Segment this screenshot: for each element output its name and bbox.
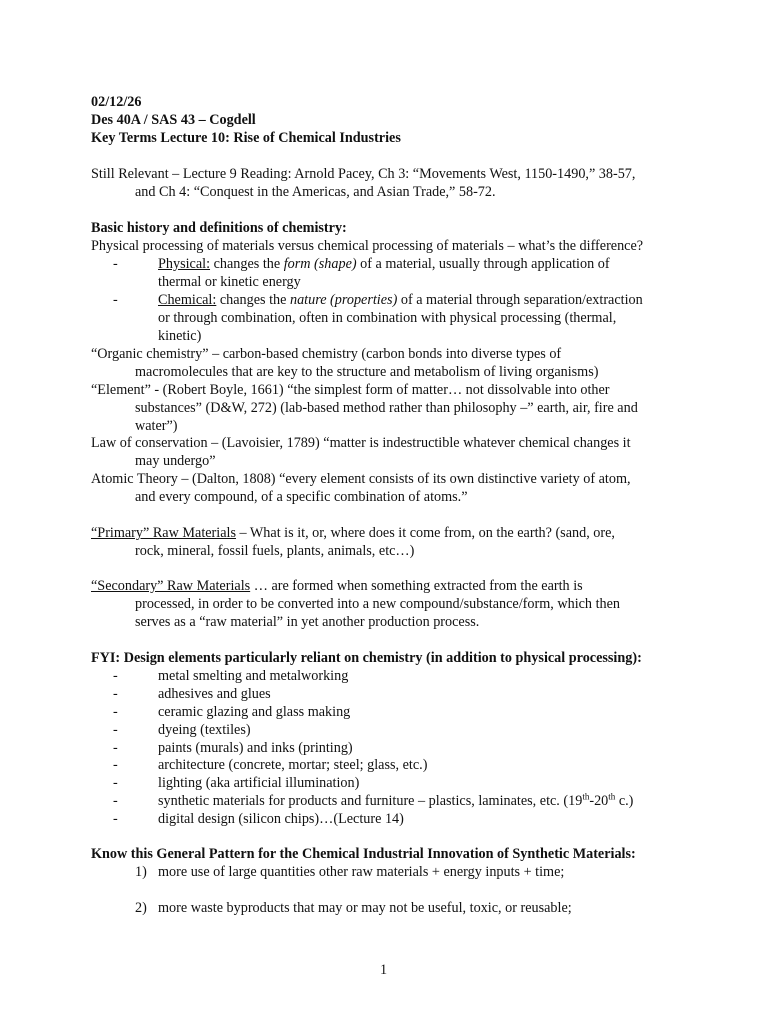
bullet-dash: - — [113, 740, 118, 756]
bullet-dash: - — [113, 704, 118, 720]
list-item: paints (murals) and inks (printing) — [158, 740, 353, 756]
processing-question: Physical processing of materials versus chemical processing of materials – what’s the difference? — [91, 238, 644, 254]
chemical-definition-line-2: or through combination, often in combination with physical processing (thermal, — [158, 310, 617, 326]
element-line-1: “Element” - (Robert Boyle, 1661) “the simplest form of matter… not dissolvable into other — [91, 382, 610, 398]
pattern-heading: Know this General Pattern for the Chemical Industrial Innovation of Synthetic Materials: — [91, 846, 636, 862]
primary-term: “Primary” Raw Materials — [91, 525, 236, 541]
list-number: 1) — [135, 864, 147, 880]
bullet-dash: - — [113, 256, 118, 272]
doc-date: 02/12/26 — [91, 94, 142, 110]
physical-definition: Physical: changes the form (shape) of a material, usually through application of — [158, 256, 610, 272]
list-item: architecture (concrete, mortar; steel; glass, etc.) — [158, 757, 428, 773]
bullet-dash: - — [113, 757, 118, 773]
physical-definition-line-2: thermal or kinetic energy — [158, 274, 301, 290]
chemical-term: Chemical: — [158, 292, 217, 308]
physical-term: Physical: — [158, 256, 211, 272]
page-number: 1 — [380, 962, 388, 978]
secondary-line-2: processed, in order to be converted into a new compound/substance/form, which then — [135, 596, 620, 612]
conservation-line-2: may undergo” — [135, 453, 216, 469]
lecture-title: Key Terms Lecture 10: Rise of Chemical Industries — [91, 130, 401, 146]
bullet-dash: - — [113, 811, 118, 827]
course-title: Des 40A / SAS 43 – Cogdell — [91, 112, 256, 128]
list-item: digital design (silicon chips)…(Lecture 14) — [158, 811, 404, 827]
physical-emphasis: form (shape) — [283, 256, 357, 272]
atomic-theory-line-2: and every compound, of a specific combination of atoms.” — [135, 489, 468, 505]
primary-raw-materials: “Primary” Raw Materials – What is it, or, where does it come from, on the earth? (sand, ore, — [91, 525, 615, 541]
list-item: metal smelting and metalworking — [158, 668, 349, 684]
element-line-3: water”) — [135, 418, 178, 434]
fyi-heading: FYI: Design elements particularly reliant on chemistry (in addition to physical processing): — [91, 650, 642, 666]
secondary-term: “Secondary” Raw Materials — [91, 578, 251, 594]
bullet-dash: - — [113, 668, 118, 684]
bullet-dash: - — [113, 775, 118, 791]
bullet-dash: - — [113, 722, 118, 738]
atomic-theory-line-1: Atomic Theory – (Dalton, 1808) “every element consists of its own distinctive variety of atom, — [91, 471, 631, 487]
list-item: more waste byproducts that may or may not be useful, toxic, or reusable; — [158, 900, 572, 916]
list-item: ceramic glazing and glass making — [158, 704, 351, 720]
element-line-2: substances” (D&W, 272) (lab-based method rather than philosophy –” earth, air, fire and — [135, 400, 638, 416]
primary-line-2: rock, mineral, fossil fuels, plants, animals, etc…) — [135, 543, 415, 559]
list-item: more use of large quantities other raw materials + energy inputs + time; — [158, 864, 565, 880]
list-item: dyeing (textiles) — [158, 722, 251, 738]
list-item: synthetic materials for products and furniture – plastics, laminates, etc. (19th-20th c.) — [158, 791, 634, 809]
secondary-raw-materials: “Secondary” Raw Materials … are formed when something extracted from the earth is — [91, 578, 583, 594]
chemical-definition-line-3: kinetic) — [158, 328, 202, 344]
conservation-line-1: Law of conservation – (Lavoisier, 1789) “matter is indestructible whatever chemical changes it — [91, 435, 631, 451]
bullet-dash: - — [113, 292, 118, 308]
chemical-definition: Chemical: changes the nature (properties) of a material through separation/extraction — [158, 292, 643, 308]
chemical-emphasis: nature (properties) — [289, 292, 398, 308]
organic-chemistry-line-2: macromolecules that are key to the structure and metabolism of living organisms) — [135, 364, 599, 380]
organic-chemistry-line-1: “Organic chemistry” – carbon-based chemistry (carbon bonds into diverse types of — [91, 346, 562, 362]
bullet-dash: - — [113, 686, 118, 702]
still-relevant-line-2: and Ch 4: “Conquest in the Americas, and Asian Trade,” 58-72. — [135, 184, 496, 200]
secondary-line-3: serves as a “raw material” in yet another production process. — [135, 614, 480, 630]
list-item: adhesives and glues — [158, 686, 271, 702]
still-relevant-line-1: Still Relevant – Lecture 9 Reading: Arnold Pacey, Ch 3: “Movements West, 1150-1490,” 38-57, — [91, 166, 636, 182]
basic-history-heading: Basic history and definitions of chemistry: — [91, 220, 347, 236]
list-number: 2) — [135, 900, 147, 916]
list-item: lighting (aka artificial illumination) — [158, 775, 360, 791]
bullet-dash: - — [113, 793, 118, 809]
